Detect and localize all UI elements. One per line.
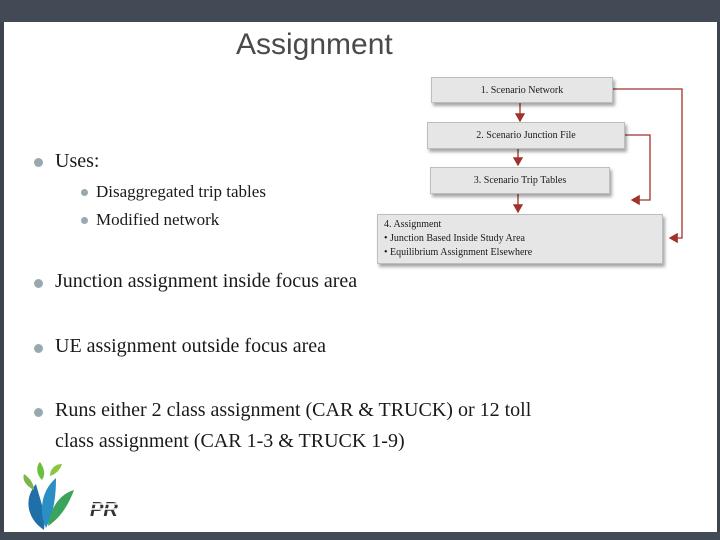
flow-box-trip-tables: 3. Scenario Trip Tables — [430, 167, 610, 194]
bullet-sub-modified-network: Modified network — [96, 210, 220, 229]
slide-title: Assignment — [236, 28, 393, 61]
assignment-box-line1: • Junction Based Inside Study Area — [384, 233, 525, 244]
bullet-sub-trip-tables: Disaggregated trip tables — [96, 182, 266, 201]
assignment-box-line2: • Equilibrium Assignment Elsewhere — [384, 247, 533, 258]
bullet-uses: Uses: — [55, 150, 100, 172]
pr-logo-icon — [88, 494, 128, 524]
leaf-logo-icon — [16, 460, 76, 532]
bullet-junction: Junction assignment inside focus area — [55, 270, 358, 292]
svg-text:PR: PR — [90, 499, 118, 521]
bullet-ue: UE assignment outside focus area — [55, 335, 327, 357]
flow-box-assignment — [377, 214, 663, 264]
flow-box-junction-file: 2. Scenario Junction File — [427, 122, 625, 149]
arrow-2-to-4-loop — [624, 135, 650, 200]
bullet-runs-line2: class assignment (CAR 1-3 & TRUCK 1-9) — [55, 430, 405, 452]
assignment-box-title: 4. Assignment — [384, 219, 442, 230]
bullet-runs-line1: Runs either 2 class assignment (CAR & TRUCK) or 12 toll — [55, 399, 532, 421]
flow-box-scenario-network: 1. Scenario Network — [431, 77, 613, 103]
